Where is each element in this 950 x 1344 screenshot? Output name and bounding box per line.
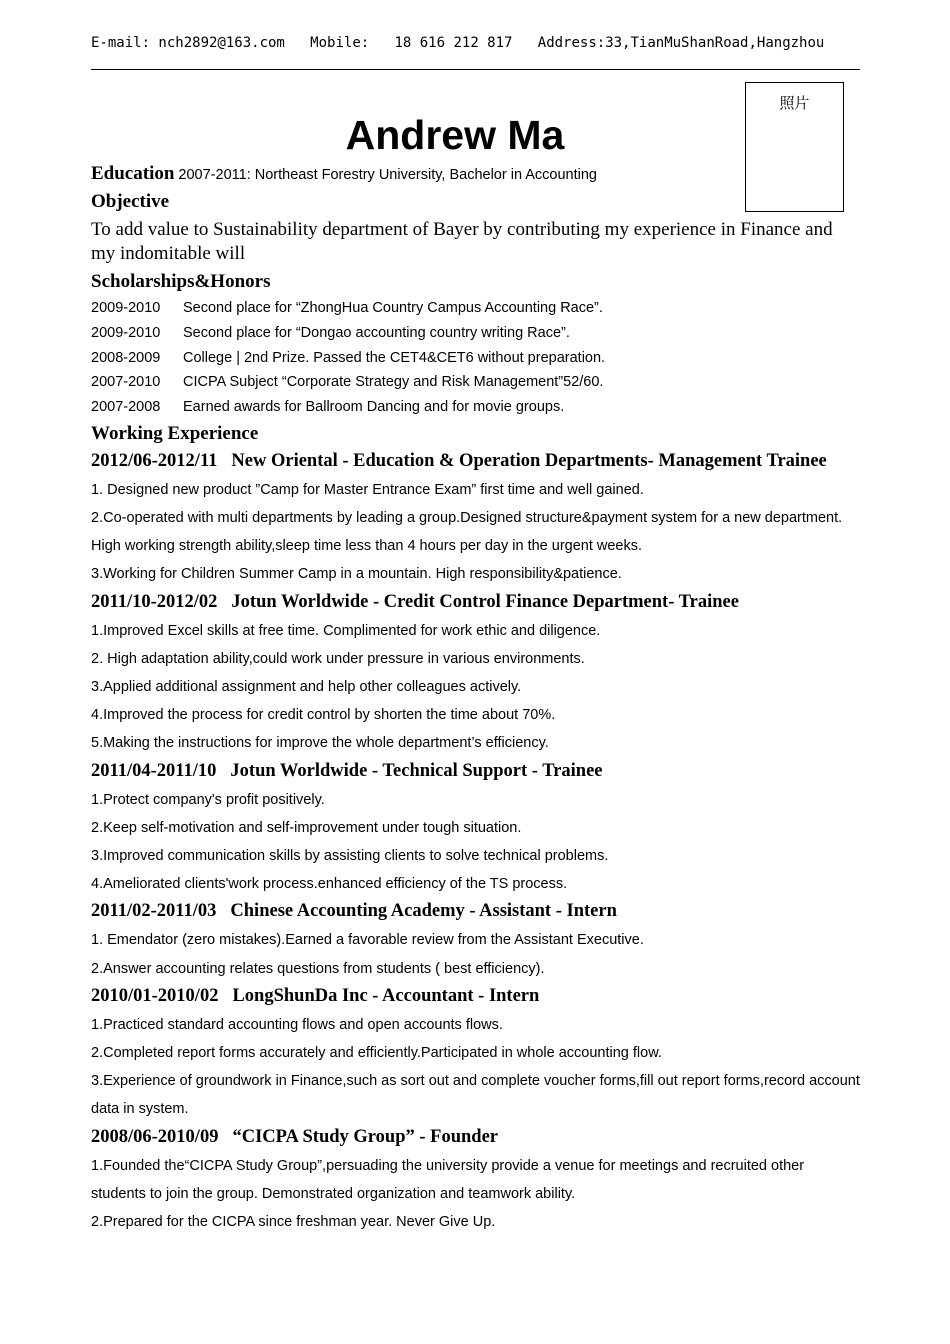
honor-years: 2009-2010	[91, 324, 161, 341]
job-heading	[91, 448, 861, 476]
job-item: 2.Completed report forms accurately and efficiently.Participated in whole accounting flow.	[91, 1045, 662, 1061]
job-dates: 2010/01-2010/02	[91, 985, 219, 1006]
honor-text: CICPA Subject “Corporate Strategy and Risk Management”52/60.	[183, 374, 604, 391]
job-dates: 2012/06-2012/11	[91, 450, 218, 471]
job-heading	[91, 1124, 861, 1152]
job-heading	[91, 898, 861, 926]
job-dates: 2011/10-2012/02	[91, 591, 218, 612]
honor-text: Earned awards for Ballroom Dancing and for movie groups.	[183, 399, 565, 415]
education-text: 2007-2011: Northeast Forestry University, Bachelor in Accounting	[178, 167, 597, 183]
honor-years: 2009-2010	[91, 300, 161, 316]
job-entry	[91, 898, 861, 982]
job-item: 3.Experience of groundwork in Finance,such as sort out and complete voucher forms,fill out report forms,record account data in system.	[91, 1073, 860, 1118]
job-item: 3.Applied additional assignment and help other colleagues actively.	[91, 678, 522, 695]
job-title: Jotun Worldwide - Credit Control Finance Department- Trainee	[231, 591, 739, 612]
honors-heading: Scholarships&Honors	[91, 271, 271, 292]
job-title: New Oriental - Education & Operation Departments- Management Trainee	[231, 450, 827, 471]
job-item: 2.Prepared for the CICPA since freshman year. Never Give Up.	[91, 1214, 496, 1231]
job-entry	[91, 758, 861, 899]
candidate-name: Andrew Ma	[345, 112, 565, 158]
honor-item	[91, 321, 861, 346]
experience-heading: Working Experience	[91, 422, 259, 444]
job-heading	[91, 983, 861, 1011]
job-item: 1.Improved Excel skills at free time. Complimented for work ethic and diligence.	[91, 622, 601, 639]
job-item: 2. High adaptation ability,could work under pressure in various environments.	[91, 650, 585, 667]
honor-text: Second place for “ZhongHua Country Campus Accounting Race”.	[183, 300, 603, 316]
honor-text: College | 2nd Prize. Passed the CET4&CET6 without preparation.	[183, 349, 606, 366]
honor-years: 2008-2009	[91, 349, 161, 366]
job-entry	[91, 448, 861, 589]
honor-text: Second place for “Dongao accounting country writing Race”.	[183, 324, 570, 341]
job-item: 2.Keep self-motivation and self-improvement under tough situation.	[91, 819, 522, 836]
honors-list	[91, 296, 861, 420]
objective-text: To add value to Sustainability department of Bayer by contributing my experience in Finance and my indomitable will	[91, 219, 833, 264]
contact-email: E-mail: nch2892@163.com	[91, 35, 285, 51]
job-heading	[91, 589, 861, 617]
resume-content	[91, 160, 861, 1236]
honor-years: 2007-2010	[91, 374, 161, 391]
contact-mobile: Mobile: 18 616 212 817	[310, 35, 513, 51]
job-title: “CICPA Study Group” - Founder	[232, 1126, 499, 1147]
job-item: 1. Designed new product ”Camp for Master Entrance Exam” first time and well gained.	[91, 481, 644, 498]
job-entry	[91, 983, 861, 1124]
job-dates: 2008/06-2010/09	[91, 1126, 219, 1147]
job-title: Chinese Accounting Academy - Assistant - Intern	[230, 901, 617, 922]
education-heading: Education	[91, 163, 175, 184]
objective-heading: Objective	[91, 191, 170, 212]
job-item: 1.Practiced standard accounting flows and open accounts flows.	[91, 1016, 503, 1033]
honor-item	[91, 370, 861, 395]
job-title: LongShunDa Inc - Accountant - Intern	[232, 985, 540, 1006]
contact-line	[91, 34, 861, 52]
honor-item	[91, 346, 861, 371]
job-entry	[91, 589, 861, 758]
honor-years: 2007-2008	[91, 399, 161, 415]
job-heading	[91, 758, 861, 786]
job-item: 2.Co-operated with multi departments by leading a group.Designed structure&payment system for a new department. High working strength ability,sleep time less than 4 hours per day in the urgent weeks.	[91, 509, 843, 555]
photo-label: 照片	[779, 94, 810, 112]
job-item: 1.Protect company's profit positively.	[91, 791, 325, 808]
job-entry	[91, 1124, 861, 1237]
job-title: Jotun Worldwide - Technical Support - Trainee	[230, 760, 603, 781]
job-dates: 2011/02-2011/03	[91, 901, 217, 922]
job-item: 2.Answer accounting relates questions from students ( best efficiency).	[91, 960, 545, 977]
job-item: 4.Improved the process for credit control by shorten the time about 70%.	[91, 707, 556, 724]
education-line	[91, 160, 861, 188]
job-item: 3.Improved communication skills by assisting clients to solve technical problems.	[91, 847, 609, 864]
contact-address: Address:33,TianMuShanRoad,Hangzhou	[537, 35, 825, 51]
honor-item	[91, 296, 861, 321]
job-item: 4.Ameliorated clients'work process.enhanced efficiency of the TS process.	[91, 876, 568, 893]
job-item: 1. Emendator (zero mistakes).Earned a favorable review from the Assistant Executive.	[91, 932, 644, 949]
job-dates: 2011/04-2011/10	[91, 760, 217, 781]
job-item: 3.Working for Children Summer Camp in a mountain. High responsibility&patience.	[91, 566, 622, 583]
honor-item	[91, 395, 861, 420]
header-divider	[91, 69, 860, 70]
job-item: 5.Making the instructions for improve the whole department’s efficiency.	[91, 735, 549, 752]
job-item: 1.Founded the“CICPA Study Group”,persuading the university provide a venue for meetings and recruited other students to join the group. Demonstrated organization and teamwork ability.	[91, 1157, 805, 1202]
